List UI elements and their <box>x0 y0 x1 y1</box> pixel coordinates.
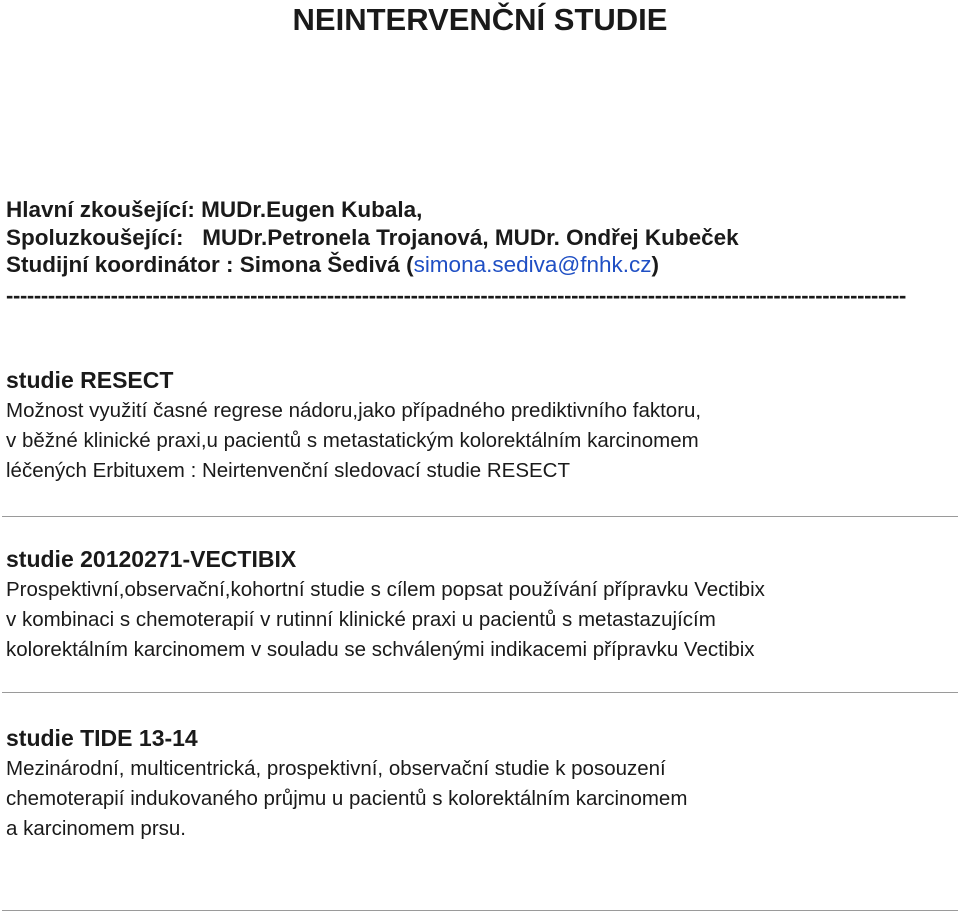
study-description <box>6 396 956 486</box>
study-description-line: Prospektivní,observační,kohortní studie s cílem popsat používání přípravku Vectibix <box>6 578 765 601</box>
study-description-line: v kombinaci s chemoterapií v rutinní klinické praxi u pacientů s metastazujícím <box>6 608 716 631</box>
section-divider <box>2 692 958 693</box>
study-title: studie TIDE 13-14 <box>6 725 198 751</box>
section-divider <box>2 516 958 517</box>
study-title: studie RESECT <box>6 367 174 393</box>
study-vectibix <box>6 545 956 665</box>
study-description <box>6 754 956 844</box>
co-investigators-label: Spoluzkoušející: <box>6 224 184 250</box>
study-description-line: Možnost využití časné regrese nádoru,jako případného prediktivního faktoru, <box>6 399 702 422</box>
principal-investigator-name: MUDr.Eugen Kubala, <box>201 197 423 222</box>
co-investigators-names: MUDr.Petronela Trojanová, MUDr. Ondřej Kubeček <box>202 224 739 250</box>
study-tide <box>6 724 956 844</box>
coordinator-email-link[interactable]: simona.sediva@fnhk.cz <box>413 252 652 277</box>
study-description-line: Mezinárodní, multicentrická, prospektivní, observační studie k posouzení <box>6 757 666 780</box>
dashed-separator: --------------------------------------------------------------------------------------------------------------------------------- <box>6 283 906 308</box>
co-investigators-row <box>6 224 739 252</box>
principal-investigator-row <box>6 196 739 224</box>
study-title: studie 20120271-VECTIBIX <box>6 546 297 572</box>
study-description-line: chemoterapií indukovaného průjmu u pacientů s kolorektálním karcinomem <box>6 787 688 810</box>
principal-investigator-label: Hlavní zkoušející: <box>6 197 195 222</box>
investigators-block <box>6 196 739 279</box>
section-divider <box>2 910 958 911</box>
page-title: NEINTERVENČNÍ STUDIE <box>292 2 668 37</box>
study-description-line: v běžné klinické praxi,u pacientů s metastatickým kolorektálním karcinomem <box>6 429 699 452</box>
study-resect <box>6 366 956 486</box>
study-description-line: a karcinomem prsu. <box>6 817 187 840</box>
study-description-line: léčených Erbituxem : Neirtenvenční sledovací studie RESECT <box>6 459 571 482</box>
study-coordinator-label: Studijní koordinátor : <box>6 252 234 277</box>
study-description-line: kolorektálním karcinomem v souladu se schválenými indikacemi přípravku Vectibix <box>6 638 755 661</box>
study-coordinator-row: Studijní koordinátor : Simona Šedivá (simona.sediva@fnhk.cz) <box>6 252 660 277</box>
study-description <box>6 575 956 665</box>
study-coordinator-name: Simona Šedivá <box>239 252 400 277</box>
